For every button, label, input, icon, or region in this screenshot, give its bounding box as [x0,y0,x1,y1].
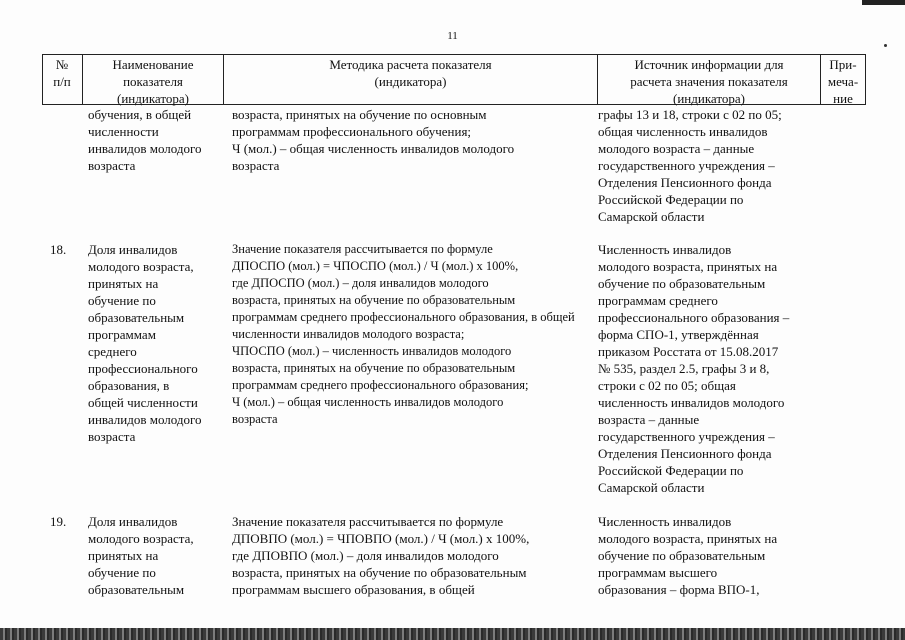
indicator-table [42,54,866,606]
row-18-method: Значение показателя рассчитывается по формуле ДПОСПО (мол.) = ЧПОСПО (мол.) / Ч (мол.) х 100%, где ДПОСПО (мол.) – доля инвалидов молодого возраста, принятых на обучение по образовательным программам среднего профессионального образования, в общей численности инвалидов молодого возраста; ЧПОСПО (мол.) – численность инвалидов молодого возраста, принятых на обучение по образовательным программам среднего профессионального образования; Ч (мол.) – общая численность инвалидов молодого возраста [232,242,575,426]
row-17-method: возраста, принятых на обучение по основным программам профессионального обучения; Ч (мол.) – общая численность инвалидов молодого возраста [232,107,515,173]
page-number: 11 [447,30,458,42]
header-method: Методика расчета показателя (индикатора) [329,57,492,89]
row-19-number: 19. [50,514,67,529]
row-18-source: Численность инвалидов молодого возраста, принятых на обучение по образовательным программам среднего профессионального образования – форма СПО-1, утверждённая приказом Росстата от 15.08.2017 № 535, раздел 2.5, графы 3 и 8, строки с 02 по 05; общая численность инвалидов молодого возраста – данные государственного учреждения – Отделения Пенсионного фонда Российской Федерации по Самарской области [598,242,790,495]
header-name: Наименование показателя (индикатора) [112,57,194,106]
table-top-border [42,54,866,55]
col-border-right [865,54,866,105]
row-19-source: Численность инвалидов молодого возраста, принятых на обучение по образовательным программам высшего образования – форма ВПО-1, [598,514,778,597]
row-19-name: Доля инвалидов молодого возраста, принятых на обучение по образовательным [88,514,194,597]
row-18-number: 18. [50,242,67,257]
header-source: Источник информации для расчета значения показателя (индикатора) [630,57,788,106]
row-18-name: Доля инвалидов молодого возраста, принятых на обучение по образовательным программам среднего профессионального образования, в общей численности инвалидов молодого возраста [88,242,202,444]
scan-edge-bar [862,0,905,5]
scan-bottom-edge [0,628,905,640]
row-19-method: Значение показателя рассчитывается по формуле ДПОВПО (мол.) = ЧПОВПО (мол.) / Ч (мол.) х 100%, где ДПОВПО (мол.) – доля инвалидов молодого возраста, принятых на обучение по образовательным программам высшего образования, в общей [232,514,530,597]
row-17-source: графы 13 и 18, строки с 02 по 05; общая численность инвалидов молодого возраста – данные государственного учреждения – Отделения Пенсионного фонда Российской Федерации по Самарской области [598,107,782,224]
row-17-name: обучения, в общей численности инвалидов молодого возраста [88,107,202,173]
header-num: № п/п [53,57,71,89]
scan-speck [884,44,887,47]
header-note: При- меча- ние [827,57,859,106]
